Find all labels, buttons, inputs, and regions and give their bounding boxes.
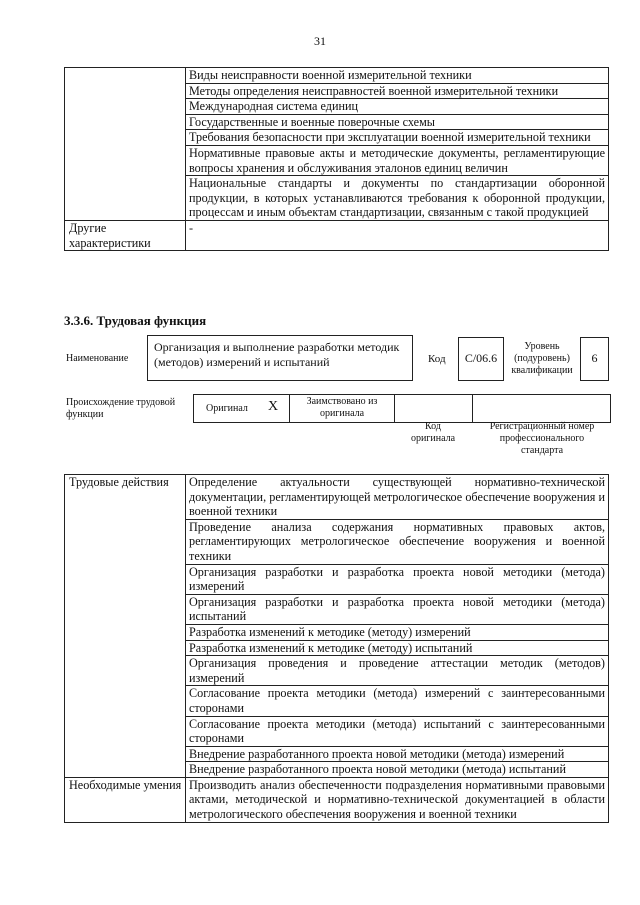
row-value: Методы определения неисправностей военной измерительной техники	[186, 83, 609, 99]
required-skill-label: Необходимые умения	[65, 777, 186, 822]
labor-action-item: Разработка изменений к методике (методу) измерений	[186, 624, 609, 640]
code-value: С/06.6	[464, 351, 498, 365]
labor-action-item: Внедрение разработанного проекта новой методики (метода) измерений	[186, 746, 609, 762]
level-box	[580, 337, 609, 381]
row-value: Нормативные правовые акты и методические документы, регламентирующие вопросы хранения и обслуживания эталонов единиц величин	[186, 145, 609, 175]
registration-number-box	[472, 394, 611, 423]
page-number: 31	[314, 34, 326, 48]
table-row	[65, 68, 609, 84]
row-label	[65, 145, 186, 175]
row-label	[65, 114, 186, 130]
labor-action-item: Организация проведения и проведение аттестации методик (методов) измерений	[186, 656, 609, 686]
original-box	[193, 394, 290, 423]
borrowed-label: Заимствовано из оригинала	[306, 396, 378, 419]
table-row	[65, 220, 609, 250]
required-skill-row	[65, 777, 609, 822]
registration-number-caption: Регистрационный номер профессионального стандарта	[489, 421, 595, 456]
original-code-caption: Код оригинала	[410, 421, 456, 444]
original-label: Оригинал	[206, 403, 248, 414]
original-mark: X	[268, 399, 279, 414]
labor-action-item: Организация разработки и разработка проекта новой методики (метода) испытаний	[186, 594, 609, 624]
row-value: Государственные и военные поверочные схемы	[186, 114, 609, 130]
table-row	[65, 130, 609, 146]
name-label: Наименование	[66, 353, 129, 364]
row-value: Международная система единиц	[186, 99, 609, 115]
row-label	[65, 68, 186, 84]
labor-action-label: Трудовые действия	[65, 475, 186, 778]
labor-action-item: Проведение анализа содержания нормативных правовых актов, регламентирующих метрологическое обеспечение вооружения и военной техники	[186, 519, 609, 564]
row-label	[65, 130, 186, 146]
row-value: Виды неисправности военной измерительной техники	[186, 68, 609, 84]
labor-action-item: Согласование проекта методики (метода) измерений с заинтересованными сторонами	[186, 686, 609, 716]
level-label: Уровень (подуровень) квалификации	[511, 341, 573, 376]
code-box	[458, 337, 504, 381]
row-label	[65, 99, 186, 115]
origin-label: Происхождение трудовой функции	[66, 397, 176, 420]
code-label: Код	[428, 353, 446, 365]
labor-action-item: Внедрение разработанного проекта новой методики (метода) испытаний	[186, 762, 609, 778]
table-row	[65, 114, 609, 130]
labor-action-item: Определение актуальности существующей нормативно-технической документации, регламентирующей метрологическое обеспечение вооружения и военной техники	[186, 475, 609, 520]
required-skill-item: Производить анализ обеспеченности подразделения нормативными правовыми актами, методической и нормативно-технической документацией в области метрологического обеспечения вооружения и военной техники	[186, 777, 609, 822]
table-row	[65, 176, 609, 221]
name-value: Организация и выполнение разработки методик (методов) измерений и испытаний	[154, 340, 400, 369]
row-label	[65, 83, 186, 99]
table-row	[65, 145, 609, 175]
knowledge-table	[64, 67, 609, 251]
original-code-box	[394, 394, 473, 423]
labor-action-item: Согласование проекта методики (метода) испытаний с заинтересованными сторонами	[186, 716, 609, 746]
section-title: 3.3.6. Трудовая функция	[64, 313, 207, 328]
labor-action-item: Разработка изменений к методике (методу) испытаний	[186, 640, 609, 656]
labor-function-table	[64, 474, 609, 823]
row-value: Требования безопасности при эксплуатации военной измерительной техники	[186, 130, 609, 146]
borrowed-box	[289, 394, 395, 423]
labor-action-item: Организация разработки и разработка проекта новой методики (метода) измерений	[186, 564, 609, 594]
row-value: Национальные стандарты и документы по стандартизации оборонной продукции, в которых устанавливаются требования к оборонной продукции, процессам и иным объектам стандартизации, связанным с такой продукцией	[186, 176, 609, 221]
row-label: Другие характеристики	[65, 220, 186, 250]
table-row	[65, 83, 609, 99]
table-row	[65, 99, 609, 115]
level-value: 6	[591, 351, 598, 365]
name-box	[147, 335, 413, 381]
labor-action-row	[65, 475, 609, 520]
row-label	[65, 176, 186, 221]
row-value: -	[186, 220, 609, 250]
